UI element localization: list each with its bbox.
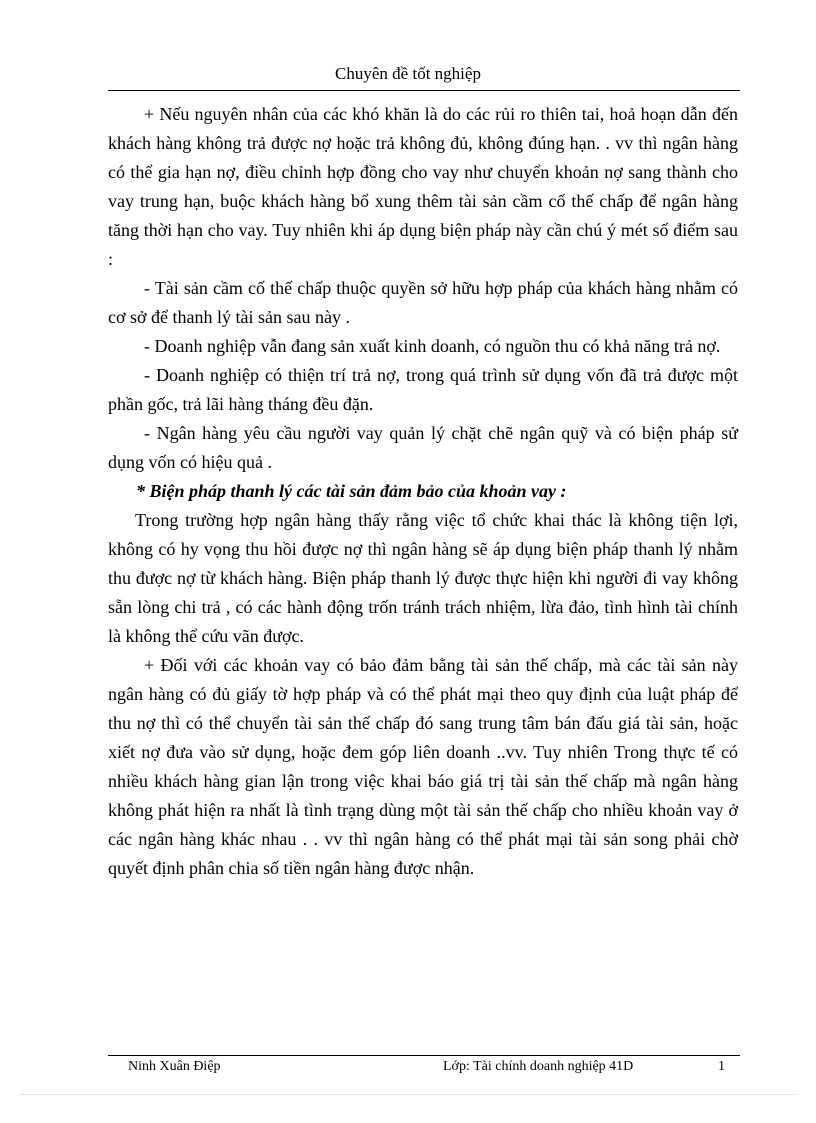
footer-class: Lớp: Tài chính doanh nghiệp 41D: [443, 1059, 634, 1074]
footer-author: Ninh Xuân Điệp: [128, 1059, 221, 1074]
footer-divider: [108, 1055, 740, 1056]
bullet-item: - Doanh nghiệp có thiện trí trả nợ, trong quá trình sử dụng vốn đã trả được một phần gốc, trả lãi hàng tháng đều đặn.: [108, 365, 738, 414]
bullet-item: - Tài sản cầm cố thế chấp thuộc quyền sở hữu hợp pháp của khách hàng nhằm có cơ sở để thanh lý tài sản sau này .: [108, 278, 738, 327]
paragraph: + Đối với các khoản vay có bảo đảm bằng tài sản thế chấp, mà các tài sản này ngân hàng có đủ giấy tờ hợp pháp và có thể phát mại theo quy định của luật pháp để thu nợ thì có thể chuyển tài sản thế chấp đó sang trung tâm bán đấu giá tài sản, hoặc xiết nợ đưa vào sử dụng, hoặc đem góp liên doanh ..vv. Tuy nhiên Trong thực tế có nhiều khách hàng gian lận trong việc khai báo giá trị tài sản thế chấp mà ngân hàng không phát hiện ra nhất là tình trạng dùng một tài sản thế chấp cho nhiều khoản vay ở các ngân hàng khác nhau . . vv thì ngân hàng có thể phát mại tài sản song phải chờ quyết định phân chia số tiền ngân hàng được nhận.: [108, 655, 738, 878]
bullet-item: - Ngân hàng yêu cầu người vay quản lý chặt chẽ ngân quỹ và có biện pháp sử dụng vốn có hiệu quả .: [108, 423, 738, 472]
paragraph: Trong trường hợp ngân hàng thấy rằng việc tổ chức khai thác là không tiện lợi, không có hy vọng thu hồi được nợ thì ngân hàng sẽ áp dụng biện pháp thanh lý nhằm thu được nợ từ khách hàng. Biện pháp thanh lý được thực hiện khi người đi vay không sẵn lòng chi trả , có các hành động trốn tránh trách nhiệm, lừa đảo, tình hình tài chính là không thể cứu vãn được.: [108, 510, 738, 646]
page-footer: [0, 1059, 816, 1077]
document-body: [108, 100, 738, 883]
header-divider: [108, 90, 740, 91]
section-heading: * Biện pháp thanh lý các tài sản đảm bảo của khoản vay :: [136, 481, 567, 501]
page-number: 1: [718, 1059, 725, 1074]
page-bottom-border: [20, 1094, 796, 1095]
bullet-item: - Doanh nghiệp vẫn đang sản xuất kinh doanh, có nguồn thu có khả năng trả nợ.: [144, 336, 721, 356]
paragraph: + Nếu nguyên nhân của các khó khăn là do các rủi ro thiên tai, hoả hoạn dẫn đến khách hàng không trả được nợ hoặc trả không đủ, không đúng hạn. . vv thì ngân hàng có thể gia hạn nợ, điều chỉnh hợp đồng cho vay như chuyển khoản nợ sang thành cho vay trung hạn, buộc khách hàng bổ xung thêm tài sản cầm cố thế chấp để ngân hàng tăng thời hạn cho vay. Tuy nhiên khi áp dụng biện pháp này cần chú ý mét số điểm sau :: [108, 104, 738, 269]
page-header-title: Chuyên đề tốt nghiệp: [335, 64, 481, 83]
